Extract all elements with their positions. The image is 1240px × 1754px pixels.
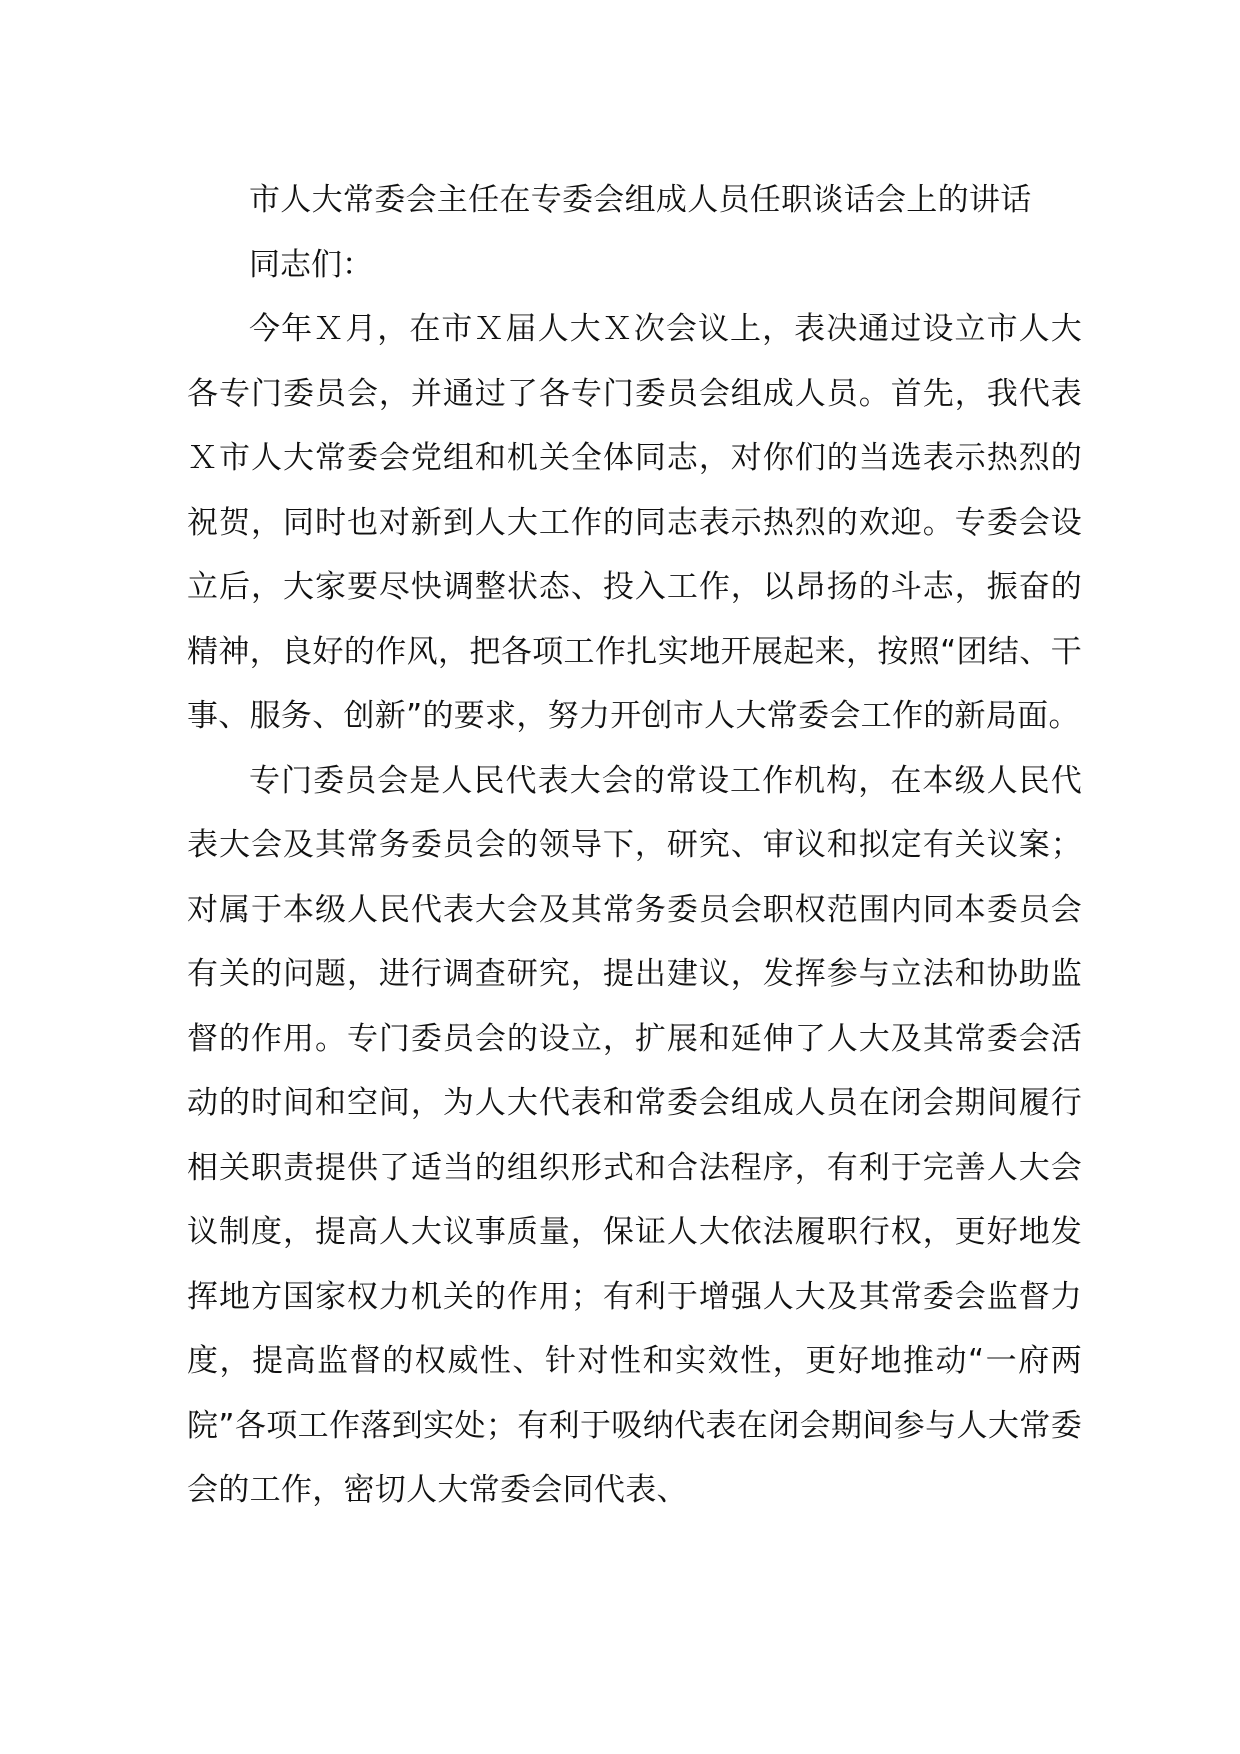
paragraph-1: 今年Ｘ月，在市Ｘ届人大Ｘ次会议上，表决通过设立市人大各专门委员会，并通过了各专门委员会组成人员。首先，我代表Ｘ市人大常委会党组和机关全体同志，对你们的当选表示热烈的祝贺，同时也对新到人大工作的同志表示热烈的欢迎。专委会设立后，大家要尽快调整状态、投入工作，以昂扬的斗志，振奋的精神，良好的作风，把各项工作扎实地开展起来，按照“团结、干事、服务、创新”的要求，努力开创市人大常委会工作的新局面。	[187, 311, 1082, 734]
document-page	[187, 168, 1082, 1523]
salutation: 同志们：	[249, 246, 373, 283]
document-title: 市人大常委会主任在专委会组成人员任职谈话会上的讲话	[249, 182, 1032, 218]
paragraph-2: 专门委员会是人民代表大会的常设工作机构，在本级人民代表大会及其常务委员会的领导下，研究、审议和拟定有关议案；对属于本级人民代表大会及其常务委员会职权范围内同本委员会有关的问题，进行调查研究，提出建议，发挥参与立法和协助监督的作用。专门委员会的设立，扩展和延伸了人大及其常委会活动的时间和空间，为人大代表和常委会组成人员在闭会期间履行相关职责提供了适当的组织形式和合法程序，有利于完善人大会议制度，提高人大议事质量，保证人大依法履职行权，更好地发挥地方国家权力机关的作用；有利于增强人大及其常委会监督力度，提高监督的权威性、针对性和实效性，更好地推动“一府两院”各项工作落到实处；有利于吸纳代表在闭会期间参与人大常委会的工作，密切人大常委会同代表、	[187, 762, 1082, 1508]
